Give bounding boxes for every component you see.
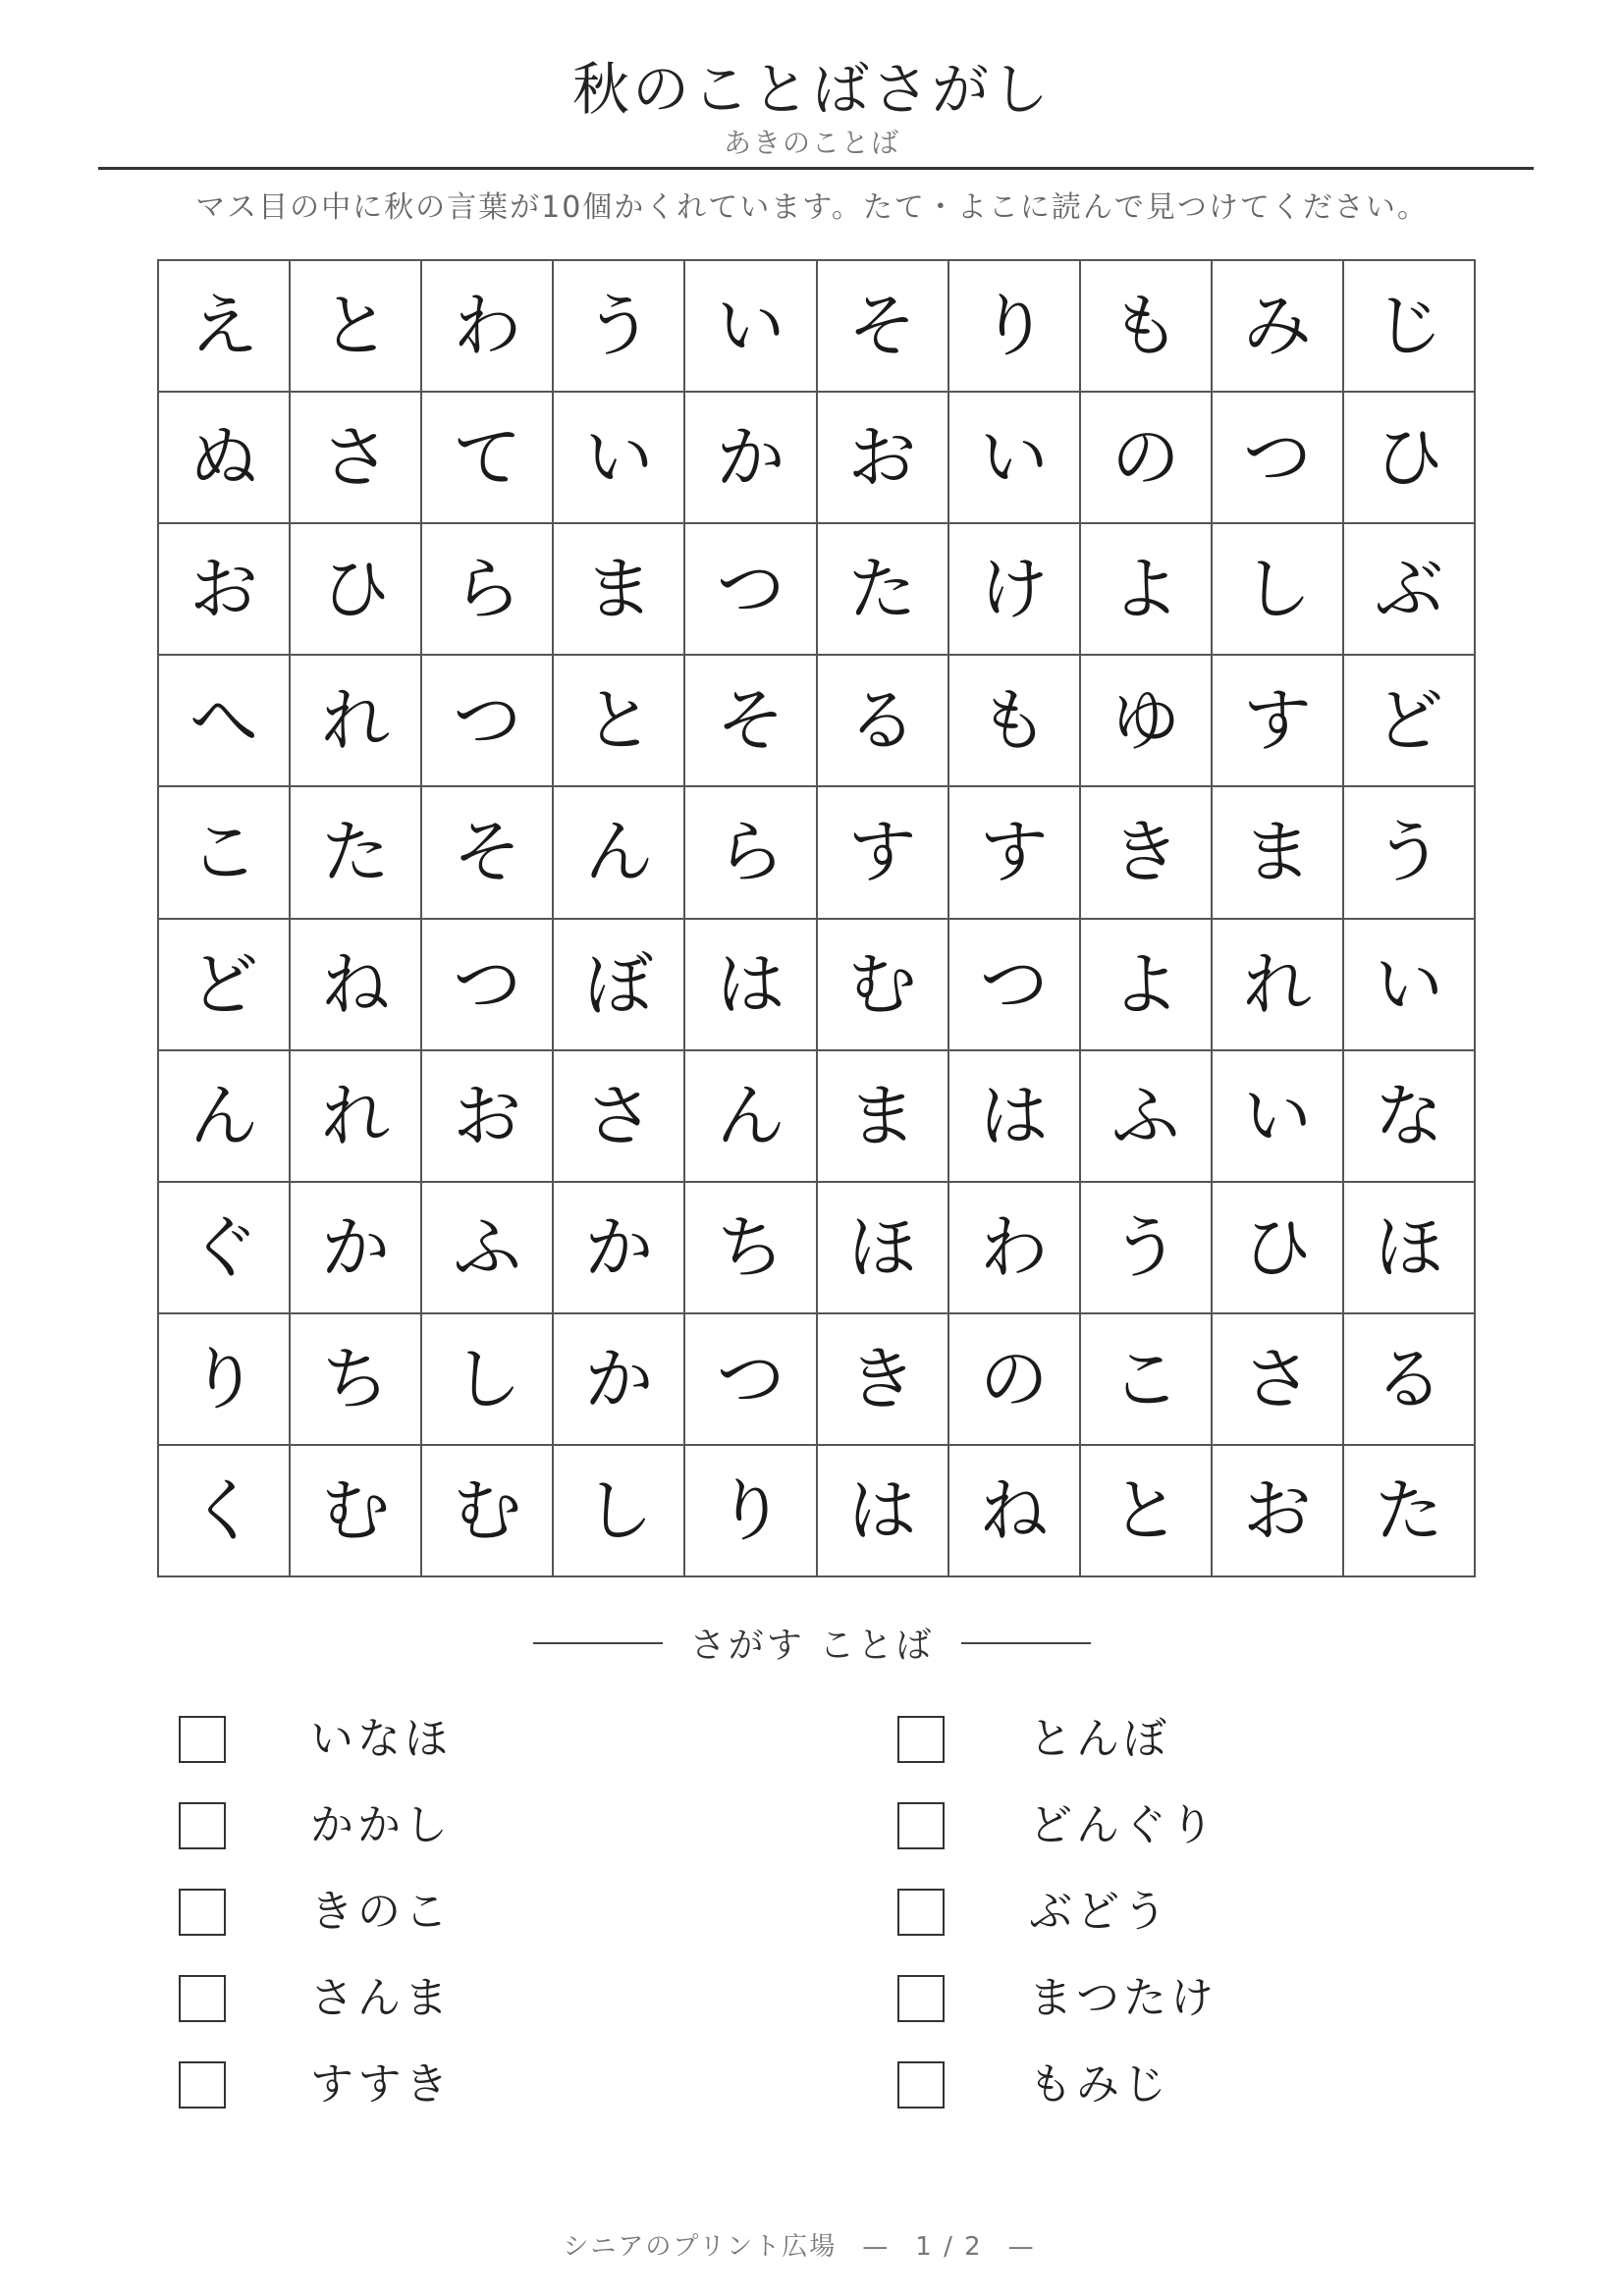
grid-cell-r3-c5[interactable]: つ bbox=[685, 524, 817, 656]
grid-cell-r3-c10[interactable]: ぶ bbox=[1344, 524, 1476, 656]
grid-cell-r4-c2[interactable]: れ bbox=[291, 656, 422, 787]
grid-cell-r6-c9[interactable]: れ bbox=[1213, 920, 1344, 1051]
grid-cell-r8-c8[interactable]: う bbox=[1081, 1183, 1213, 1314]
grid-cell-r7-c1[interactable]: ん bbox=[159, 1051, 291, 1183]
grid-cell-r8-c1[interactable]: ぐ bbox=[159, 1183, 291, 1314]
grid-cell-r3-c9[interactable]: し bbox=[1213, 524, 1344, 656]
grid-cell-r9-c3[interactable]: し bbox=[422, 1314, 554, 1446]
grid-cell-r6-c2[interactable]: ね bbox=[291, 920, 422, 1051]
grid-cell-r6-c4[interactable]: ぼ bbox=[554, 920, 685, 1051]
target-word: ぶどう bbox=[1029, 1887, 1170, 1937]
grid-cell-r7-c3[interactable]: お bbox=[422, 1051, 554, 1183]
grid-cell-r4-c10[interactable]: ど bbox=[1344, 656, 1476, 787]
instructions: マス目の中に秋の言葉が10個かくれています。たて・よこに読んで見つけてください。 bbox=[195, 190, 1429, 225]
grid-cell-r2-c7[interactable]: い bbox=[949, 393, 1081, 524]
grid-cell-r4-c7[interactable]: も bbox=[949, 656, 1081, 787]
checkbox[interactable] bbox=[897, 1975, 945, 2022]
grid-cell-r5-c6[interactable]: す bbox=[818, 787, 949, 919]
grid-cell-r1-c9[interactable]: み bbox=[1213, 261, 1344, 393]
checkbox[interactable] bbox=[179, 1716, 226, 1763]
word-list-heading bbox=[0, 1618, 1624, 1668]
grid-cell-r3-c7[interactable]: け bbox=[949, 524, 1081, 656]
grid-cell-r5-c4[interactable]: ん bbox=[554, 787, 685, 919]
grid-cell-r5-c10[interactable]: う bbox=[1344, 787, 1476, 919]
grid-cell-r1-c6[interactable]: そ bbox=[818, 261, 949, 393]
grid-cell-r5-c2[interactable]: た bbox=[291, 787, 422, 919]
grid-cell-r2-c3[interactable]: て bbox=[422, 393, 554, 524]
grid-cell-r5-c8[interactable]: き bbox=[1081, 787, 1213, 919]
checkbox[interactable] bbox=[179, 1889, 226, 1936]
grid-cell-r3-c3[interactable]: ら bbox=[422, 524, 554, 656]
grid-cell-r10-c9[interactable]: お bbox=[1213, 1446, 1344, 1577]
grid-cell-r7-c6[interactable]: ま bbox=[818, 1051, 949, 1183]
word-list-item bbox=[179, 1712, 670, 1767]
footer-dash-left: — bbox=[862, 2232, 891, 2262]
grid-cell-r3-c8[interactable]: よ bbox=[1081, 524, 1213, 656]
grid-cell-r7-c8[interactable]: ふ bbox=[1081, 1051, 1213, 1183]
word-list-item bbox=[897, 1971, 1388, 2026]
target-word: いなほ bbox=[310, 1714, 452, 1764]
grid-cell-r2-c9[interactable]: つ bbox=[1213, 393, 1344, 524]
checkbox[interactable] bbox=[179, 2061, 226, 2109]
target-word: とんぼ bbox=[1029, 1714, 1170, 1764]
footer-site-name: シニアのプリント広場 bbox=[563, 2232, 838, 2262]
grid-cell-r4-c1[interactable]: へ bbox=[159, 656, 291, 787]
page-title: 秋のことばさがし bbox=[571, 56, 1052, 123]
grid-cell-r1-c7[interactable]: り bbox=[949, 261, 1081, 393]
grid-cell-r9-c7[interactable]: の bbox=[949, 1314, 1081, 1446]
grid-cell-r7-c9[interactable]: い bbox=[1213, 1051, 1344, 1183]
grid-cell-r5-c9[interactable]: ま bbox=[1213, 787, 1344, 919]
grid-cell-r9-c5[interactable]: つ bbox=[685, 1314, 817, 1446]
checkbox[interactable] bbox=[897, 1802, 945, 1849]
grid-cell-r2-c8[interactable]: の bbox=[1081, 393, 1213, 524]
grid-cell-r10-c4[interactable]: し bbox=[554, 1446, 685, 1577]
grid-cell-r10-c7[interactable]: ね bbox=[949, 1446, 1081, 1577]
grid-cell-r1-c5[interactable]: い bbox=[685, 261, 817, 393]
grid-cell-r3-c4[interactable]: ま bbox=[554, 524, 685, 656]
word-list-item bbox=[897, 1798, 1388, 1853]
word-list-item bbox=[179, 1971, 670, 2026]
grid-cell-r8-c7[interactable]: わ bbox=[949, 1183, 1081, 1314]
checkbox[interactable] bbox=[897, 1716, 945, 1763]
grid-cell-r8-c10[interactable]: ほ bbox=[1344, 1183, 1476, 1314]
grid-cell-r9-c4[interactable]: か bbox=[554, 1314, 685, 1446]
target-word: もみじ bbox=[1029, 2059, 1170, 2109]
grid-cell-r10-c2[interactable]: む bbox=[291, 1446, 422, 1577]
word-list-item bbox=[179, 1885, 670, 1940]
footer bbox=[0, 2226, 1624, 2263]
grid-cell-r6-c6[interactable]: む bbox=[818, 920, 949, 1051]
grid-cell-r8-c9[interactable]: ひ bbox=[1213, 1183, 1344, 1314]
grid-cell-r7-c4[interactable]: さ bbox=[554, 1051, 685, 1183]
grid-cell-r1-c2[interactable]: と bbox=[291, 261, 422, 393]
grid-cell-r6-c5[interactable]: は bbox=[685, 920, 817, 1051]
grid-cell-r2-c10[interactable]: ひ bbox=[1344, 393, 1476, 524]
grid-cell-r8-c5[interactable]: ち bbox=[685, 1183, 817, 1314]
grid-cell-r5-c7[interactable]: す bbox=[949, 787, 1081, 919]
grid-cell-r4-c5[interactable]: そ bbox=[685, 656, 817, 787]
grid-cell-r2-c1[interactable]: ぬ bbox=[159, 393, 291, 524]
checkbox[interactable] bbox=[897, 2061, 945, 2109]
grid-cell-r8-c3[interactable]: ふ bbox=[422, 1183, 554, 1314]
grid-cell-r9-c10[interactable]: る bbox=[1344, 1314, 1476, 1446]
grid-cell-r7-c10[interactable]: な bbox=[1344, 1051, 1476, 1183]
word-list-heading-text: さがす ことば bbox=[689, 1626, 935, 1666]
grid-cell-r7-c5[interactable]: ん bbox=[685, 1051, 817, 1183]
grid-cell-r2-c2[interactable]: さ bbox=[291, 393, 422, 524]
word-list-item bbox=[897, 1885, 1388, 1940]
grid-cell-r4-c6[interactable]: る bbox=[818, 656, 949, 787]
grid-cell-r8-c6[interactable]: ほ bbox=[818, 1183, 949, 1314]
page-subtitle: あきのことば bbox=[723, 127, 900, 159]
target-word: かかし bbox=[310, 1800, 452, 1850]
grid-cell-r9-c9[interactable]: さ bbox=[1213, 1314, 1344, 1446]
grid-cell-r9-c1[interactable]: り bbox=[159, 1314, 291, 1446]
word-list-item bbox=[179, 2057, 670, 2112]
checkbox[interactable] bbox=[897, 1889, 945, 1936]
word-list-item bbox=[179, 1798, 670, 1853]
heading-line-left bbox=[533, 1642, 663, 1644]
grid-cell-r1-c10[interactable]: じ bbox=[1344, 261, 1476, 393]
grid-cell-r1-c4[interactable]: う bbox=[554, 261, 685, 393]
heading-line-right bbox=[961, 1642, 1091, 1644]
target-word: どんぐり bbox=[1029, 1800, 1218, 1850]
grid-cell-r9-c8[interactable]: こ bbox=[1081, 1314, 1213, 1446]
target-word: きのこ bbox=[310, 1887, 452, 1937]
grid-cell-r4-c8[interactable]: ゆ bbox=[1081, 656, 1213, 787]
grid-cell-r10-c3[interactable]: む bbox=[422, 1446, 554, 1577]
target-word: さんま bbox=[310, 1973, 452, 2023]
grid-cell-r5-c1[interactable]: こ bbox=[159, 787, 291, 919]
grid-cell-r6-c7[interactable]: つ bbox=[949, 920, 1081, 1051]
grid-cell-r3-c2[interactable]: ひ bbox=[291, 524, 422, 656]
title-divider bbox=[98, 167, 1534, 170]
grid-cell-r8-c4[interactable]: か bbox=[554, 1183, 685, 1314]
grid-cell-r4-c4[interactable]: と bbox=[554, 656, 685, 787]
page-number: 1 / 2 bbox=[915, 2232, 983, 2262]
grid-cell-r5-c5[interactable]: ら bbox=[685, 787, 817, 919]
target-word: まつたけ bbox=[1029, 1973, 1218, 2023]
grid-cell-r9-c6[interactable]: き bbox=[818, 1314, 949, 1446]
grid-cell-r2-c4[interactable]: い bbox=[554, 393, 685, 524]
grid-cell-r5-c3[interactable]: そ bbox=[422, 787, 554, 919]
grid-cell-r10-c10[interactable]: た bbox=[1344, 1446, 1476, 1577]
grid-cell-r4-c3[interactable]: つ bbox=[422, 656, 554, 787]
grid-cell-r1-c1[interactable]: え bbox=[159, 261, 291, 393]
grid-cell-r10-c1[interactable]: く bbox=[159, 1446, 291, 1577]
grid-cell-r6-c10[interactable]: い bbox=[1344, 920, 1476, 1051]
checkbox[interactable] bbox=[179, 1802, 226, 1849]
grid-cell-r6-c1[interactable]: ど bbox=[159, 920, 291, 1051]
grid-cell-r1-c8[interactable]: も bbox=[1081, 261, 1213, 393]
target-word: すすき bbox=[310, 2059, 453, 2109]
grid-cell-r4-c9[interactable]: す bbox=[1213, 656, 1344, 787]
checkbox[interactable] bbox=[179, 1975, 226, 2022]
grid-cell-r6-c8[interactable]: よ bbox=[1081, 920, 1213, 1051]
grid-cell-r10-c5[interactable]: り bbox=[685, 1446, 817, 1577]
grid-cell-r8-c2[interactable]: か bbox=[291, 1183, 422, 1314]
grid-cell-r6-c3[interactable]: つ bbox=[422, 920, 554, 1051]
grid-cell-r7-c2[interactable]: れ bbox=[291, 1051, 422, 1183]
footer-dash-right: — bbox=[1007, 2232, 1036, 2262]
grid-cell-r2-c5[interactable]: か bbox=[685, 393, 817, 524]
grid-cell-r10-c6[interactable]: は bbox=[818, 1446, 949, 1577]
grid-cell-r2-c6[interactable]: お bbox=[818, 393, 949, 524]
grid-cell-r1-c3[interactable]: わ bbox=[422, 261, 554, 393]
grid-cell-r7-c7[interactable]: は bbox=[949, 1051, 1081, 1183]
grid-cell-r3-c1[interactable]: お bbox=[159, 524, 291, 656]
word-search-grid bbox=[157, 259, 1476, 1577]
word-list-item bbox=[897, 1712, 1388, 1767]
grid-cell-r9-c2[interactable]: ち bbox=[291, 1314, 422, 1446]
grid-cell-r10-c8[interactable]: と bbox=[1081, 1446, 1213, 1577]
word-list-item bbox=[897, 2057, 1388, 2112]
grid-cell-r3-c6[interactable]: た bbox=[818, 524, 949, 656]
